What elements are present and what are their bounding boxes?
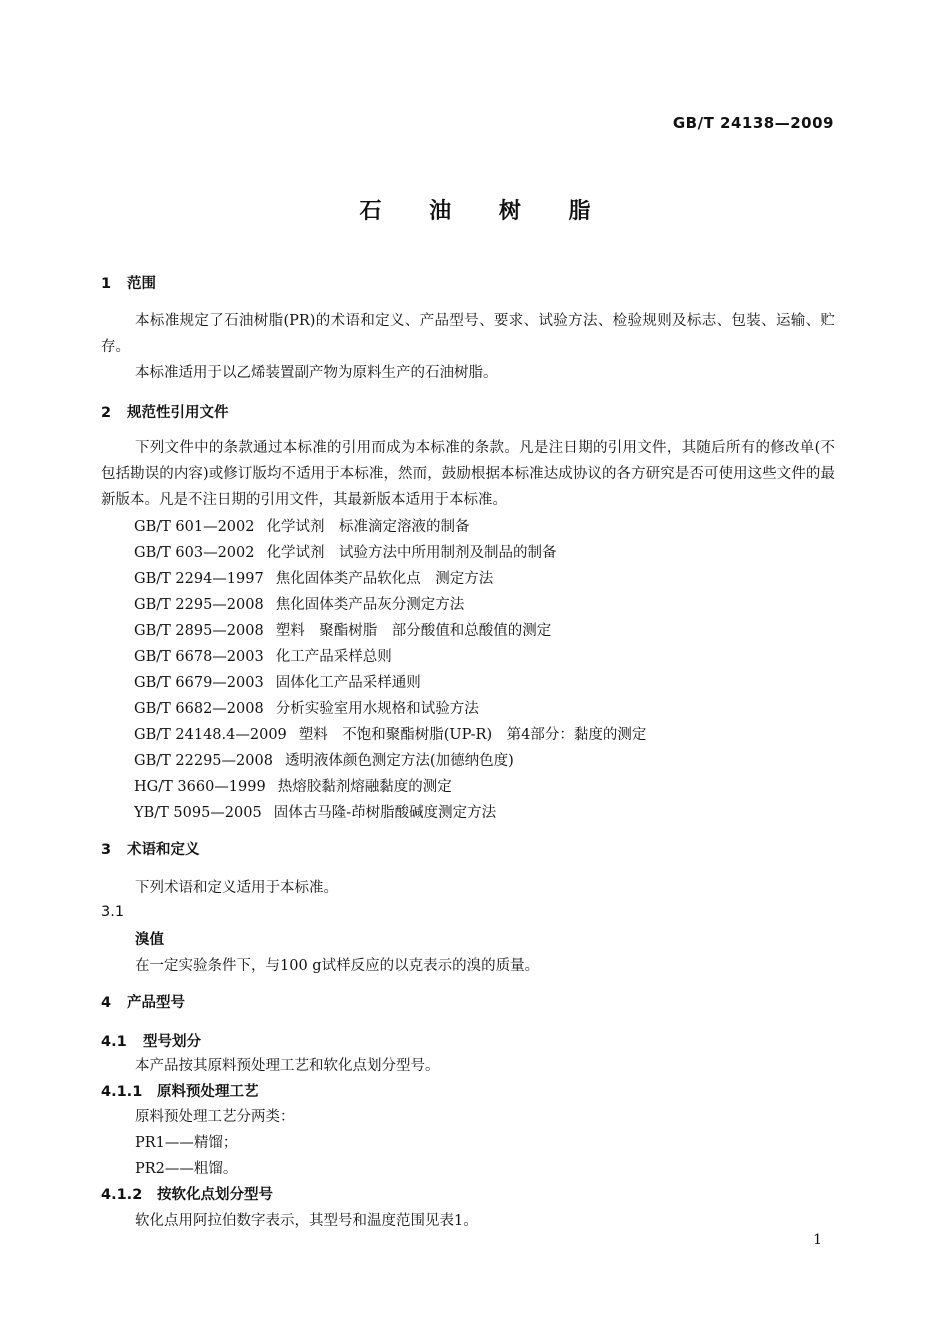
section-heading-3	[101, 838, 200, 859]
reference-code: GB/T 603—2002	[134, 545, 255, 561]
section-heading-2	[101, 401, 229, 422]
reference-code: GB/T 6682—2008	[134, 701, 264, 717]
reference-title: 塑料 不饱和聚酯树脂(UP-R) 第4部分：黏度的测定	[298, 727, 647, 743]
section-number: 4.1.1	[101, 1084, 143, 1100]
term-name: 溴值	[135, 932, 164, 948]
reference-item	[134, 541, 556, 562]
reference-title: 焦化固体类产品软化点 测定方法	[275, 571, 494, 587]
document-title: 石 油 树 脂	[359, 199, 611, 224]
paragraph: 本产品按其原料预处理工艺和软化点划分型号。	[135, 1058, 440, 1074]
reference-title: 焦化固体类产品灰分测定方法	[275, 597, 465, 613]
paragraph: 本标准适用于以乙烯装置副产物为原料生产的石油树脂。	[135, 365, 498, 381]
reference-code: GB/T 22295—2008	[134, 753, 273, 769]
section-title: 规范性引用文件	[127, 405, 229, 421]
reference-title: 固体化工产品采样通则	[275, 675, 421, 691]
reference-item	[134, 515, 469, 536]
paragraph: 下列文件中的条款通过本标准的引用而成为本标准的条款。凡是注日期的引用文件，其随后所有的修改单(不包括勘误的内容)或修订版均不适用于本标准，然而，鼓励根据本标准达成协议的各方研究是否可使用这些文件的最新版本。凡是不注日期的引用文件，其最新版本适用于本标准。	[101, 440, 835, 508]
reference-item	[134, 593, 464, 614]
section-number: 3	[101, 842, 112, 858]
reference-code: GB/T 6679—2003	[134, 675, 264, 691]
reference-title: 化工产品采样总则	[275, 649, 392, 665]
reference-code: GB/T 24148.4—2009	[134, 727, 287, 743]
reference-code: GB/T 2294—1997	[134, 571, 264, 587]
reference-code: HG/T 3660—1999	[134, 779, 266, 795]
section-title: 范围	[127, 276, 156, 292]
page-number: 1	[813, 1232, 822, 1248]
reference-item	[134, 723, 646, 744]
paragraph: 软化点用阿拉伯数字表示，其型号和温度范围见表1。	[135, 1213, 478, 1229]
section-title: 产品型号	[127, 995, 185, 1011]
term-number: 3.1	[101, 904, 125, 920]
paragraph: 原料预处理工艺分两类：	[135, 1109, 295, 1125]
reference-title: 透明液体颜色测定方法(加德纳色度)	[284, 753, 514, 769]
reference-code: GB/T 2895—2008	[134, 623, 264, 639]
section-number: 4.1	[101, 1034, 127, 1050]
section-title: 按软化点划分型号	[157, 1187, 273, 1203]
section-title: 原料预处理工艺	[157, 1084, 259, 1100]
reference-item	[134, 567, 493, 588]
reference-title: 化学试剂 标准滴定溶液的制备	[266, 519, 470, 535]
reference-title: 化学试剂 试验方法中所用制剂及制品的制备	[266, 545, 557, 561]
subsection-heading-4-1-1	[101, 1080, 259, 1101]
reference-title: 塑料 聚酯树脂 部分酸值和总酸值的测定	[275, 623, 552, 639]
reference-item	[134, 619, 551, 640]
reference-code: GB/T 6678—2003	[134, 649, 264, 665]
reference-title: 固体古马隆-茚树脂酸碱度测定方法	[273, 805, 497, 821]
section-number: 4.1.2	[101, 1187, 143, 1203]
term-definition: 在一定实验条件下，与100 g试样反应的以克表示的溴的质量。	[135, 958, 540, 974]
reference-item	[134, 671, 421, 692]
list-item: PR2——粗馏。	[135, 1161, 238, 1177]
section-number: 4	[101, 995, 112, 1011]
reference-item	[134, 801, 496, 822]
section-heading-4	[101, 991, 185, 1012]
section-title: 术语和定义	[127, 842, 200, 858]
reference-item	[134, 645, 392, 666]
subsection-heading-4-1	[101, 1030, 201, 1051]
reference-code: GB/T 601—2002	[134, 519, 255, 535]
reference-code: GB/T 2295—2008	[134, 597, 264, 613]
section-number: 2	[101, 405, 112, 421]
section-title: 型号划分	[143, 1034, 201, 1050]
reference-title: 分析实验室用水规格和试验方法	[275, 701, 479, 717]
reference-item	[134, 749, 514, 770]
reference-item	[134, 775, 452, 796]
paragraph: 下列术语和定义适用于本标准。	[135, 880, 338, 896]
section-heading-1	[101, 272, 156, 293]
reference-item	[134, 697, 479, 718]
reference-title: 热熔胶黏剂熔融黏度的测定	[277, 779, 452, 795]
section-number: 1	[101, 276, 112, 292]
subsection-heading-4-1-2	[101, 1183, 273, 1204]
paragraph: 本标准规定了石油树脂(PR)的术语和定义、产品型号、要求、试验方法、检验规则及标志、包装、运输、贮存。	[101, 313, 835, 355]
list-item: PR1——精馏；	[135, 1135, 238, 1151]
standard-number: GB/T 24138—2009	[672, 114, 834, 132]
reference-code: YB/T 5095—2005	[134, 805, 262, 821]
